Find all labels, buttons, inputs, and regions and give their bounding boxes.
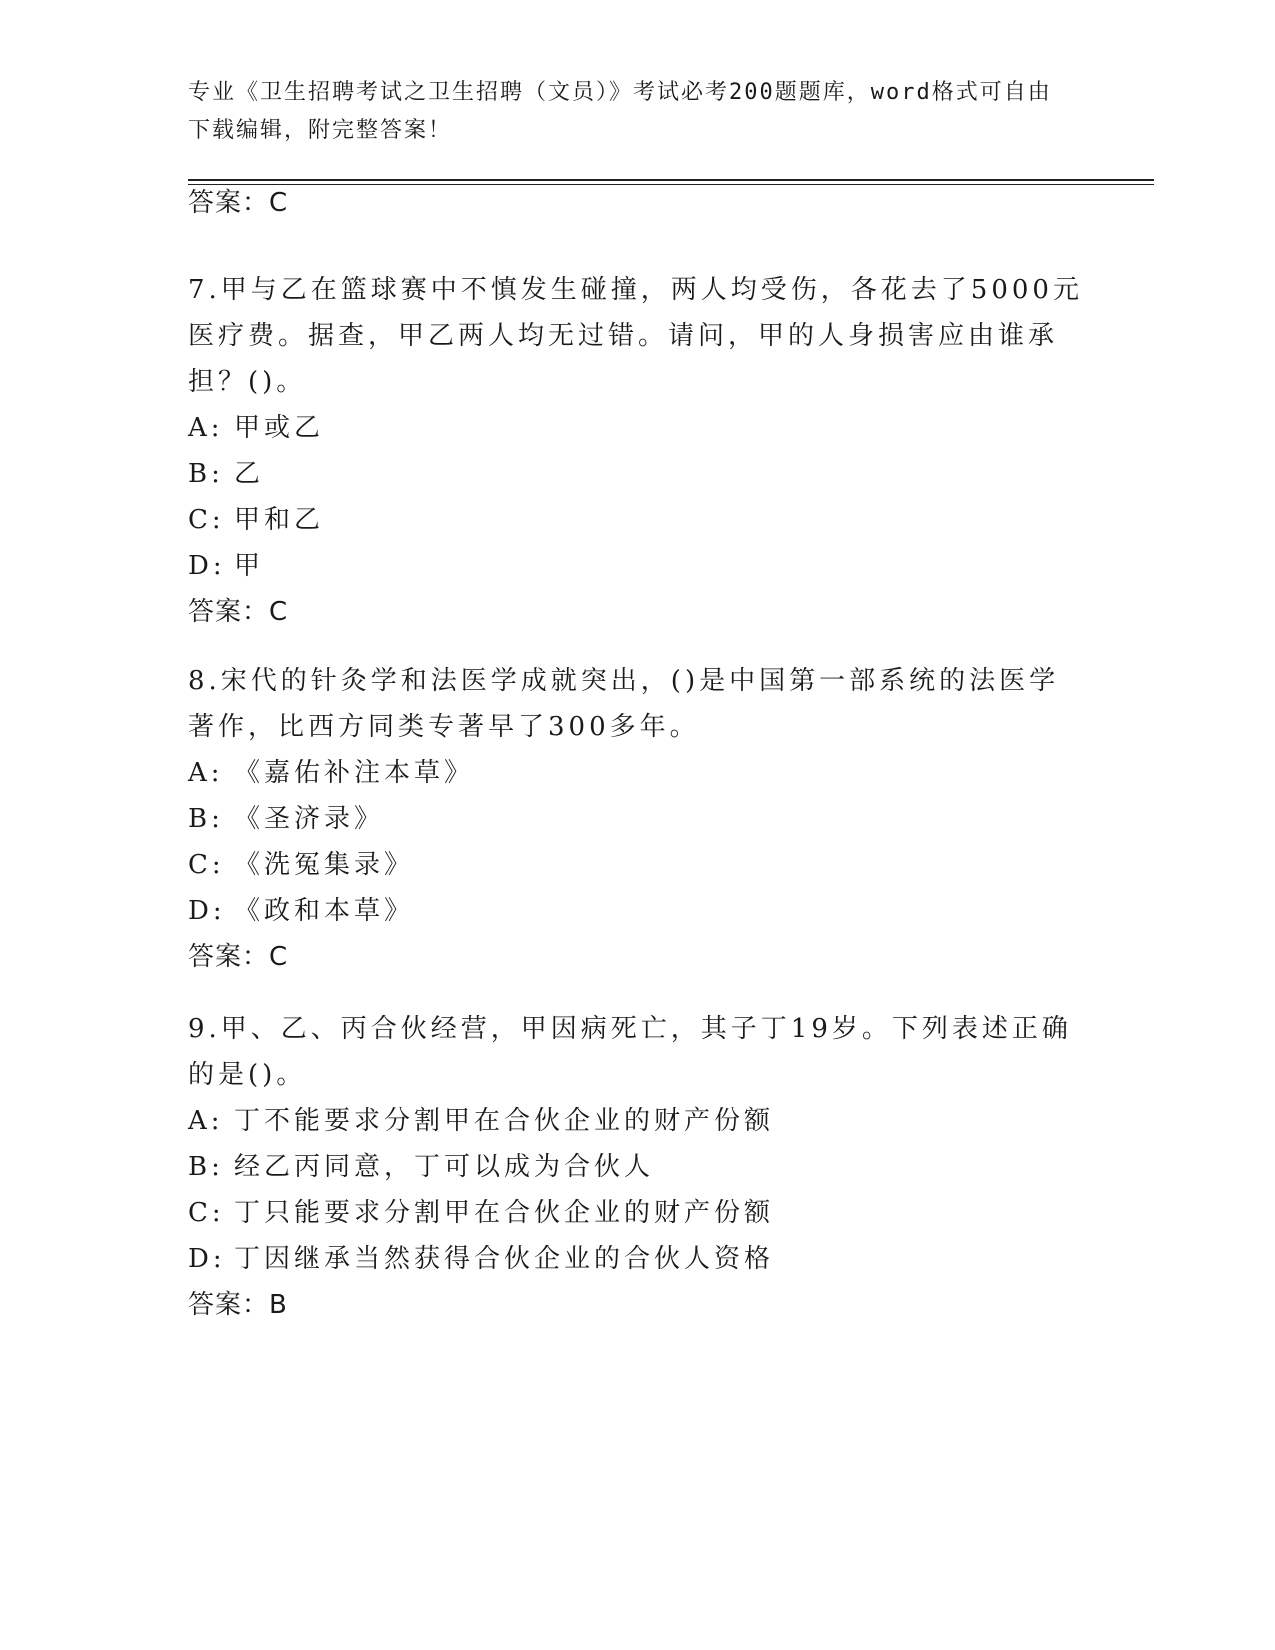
option-text: 丁不能要求分割甲在合伙企业的财产份额 (234, 1106, 775, 1136)
option-d (188, 1236, 1088, 1282)
option-c (188, 497, 1088, 543)
option-a (188, 750, 1088, 796)
option-b (188, 796, 1088, 842)
option-d (188, 888, 1088, 934)
option-text: 甲和乙 (234, 505, 325, 535)
option-letter: D: (188, 1244, 226, 1274)
option-letter: D: (188, 896, 226, 926)
answer: 答案：C (188, 942, 289, 972)
option-text: 甲或乙 (234, 413, 325, 443)
question-stem: 7.甲与乙在篮球赛中不慎发生碰撞，两人均受伤，各花去了5000元医疗费。据查，甲乙两人均无过错。请问，甲的人身损害应由谁承担？()。 (188, 275, 1083, 397)
option-letter: A: (188, 413, 224, 443)
question-9 (188, 1006, 1088, 1328)
option-text: 《政和本草》 (234, 896, 415, 926)
document-header: 专业《卫生招聘考试之卫生招聘（文员）》考试必考200题题库，word格式可自由下载编辑，附完整答案！ (188, 80, 1052, 143)
question-8 (188, 658, 1088, 980)
previous-answer: 答案：C (188, 188, 289, 218)
option-a (188, 405, 1088, 451)
question-stem: 8.宋代的针灸学和法医学成就突出，()是中国第一部系统的法医学著作，比西方同类专著早了300多年。 (188, 666, 1060, 742)
option-letter: B: (188, 459, 224, 489)
option-a (188, 1098, 1088, 1144)
question-stem: 9.甲、乙、丙合伙经营，甲因病死亡，其子丁19岁。下列表述正确的是()。 (188, 1014, 1072, 1090)
option-letter: B: (188, 1152, 224, 1182)
option-letter: B: (188, 804, 224, 834)
option-text: 《嘉佑补注本草》 (234, 758, 475, 788)
option-b (188, 451, 1088, 497)
option-letter: D: (188, 551, 226, 581)
option-letter: C: (188, 850, 225, 880)
option-c (188, 1190, 1088, 1236)
option-d (188, 543, 1088, 589)
answer: 答案：C (188, 597, 289, 627)
option-text: 《洗冤集录》 (234, 850, 415, 880)
option-text: 《圣济录》 (234, 804, 385, 834)
option-b (188, 1144, 1088, 1190)
option-letter: A: (188, 1106, 224, 1136)
option-text: 丁因继承当然获得合伙企业的合伙人资格 (234, 1244, 775, 1274)
option-letter: C: (188, 1198, 225, 1228)
option-text: 丁只能要求分割甲在合伙企业的财产份额 (234, 1198, 775, 1228)
option-c (188, 842, 1088, 888)
answer: 答案：B (188, 1290, 288, 1320)
option-text: 经乙丙同意，丁可以成为合伙人 (234, 1152, 655, 1182)
option-letter: C: (188, 505, 225, 535)
option-text: 甲 (234, 551, 265, 581)
question-7 (188, 267, 1088, 635)
option-text: 乙 (234, 459, 265, 489)
option-letter: A: (188, 758, 224, 788)
